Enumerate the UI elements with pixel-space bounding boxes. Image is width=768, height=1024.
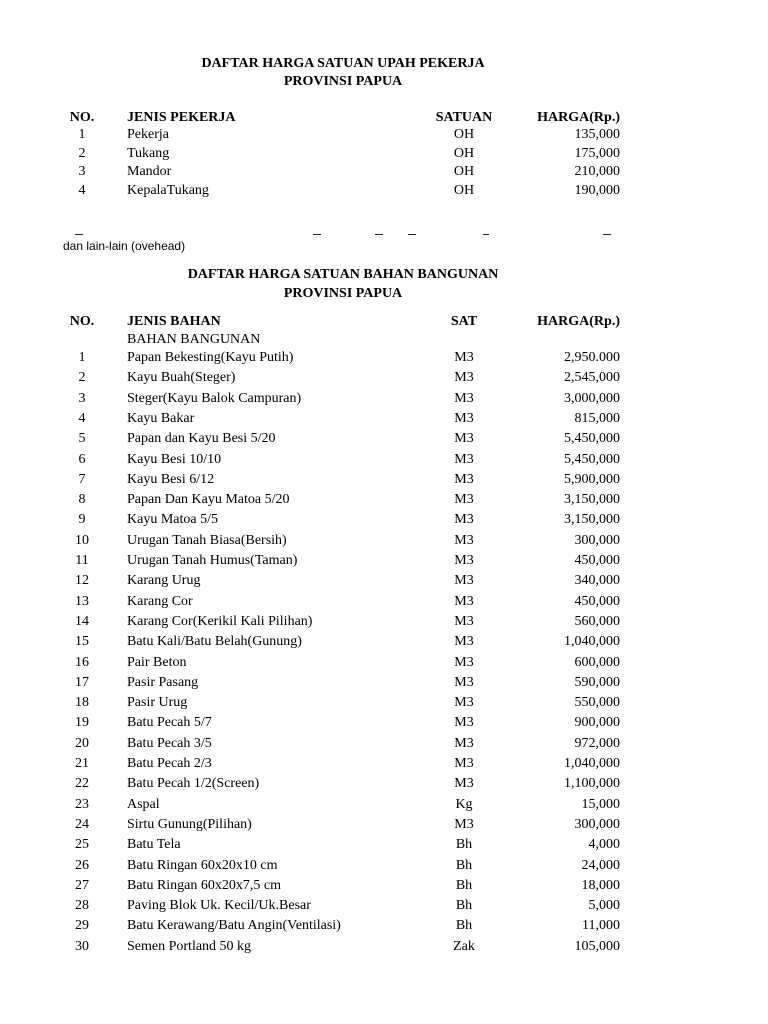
row-number: 28 [75,898,89,913]
row-unit: M3 [454,776,474,791]
row-name: Paving Blok Uk. Kecil/Uk.Besar [127,898,311,913]
col-name-header: JENIS PEKERJA [127,110,236,125]
row-price: 5,900,000 [564,472,620,487]
row-name: Kayu Bakar [127,411,195,426]
row-name: Steger(Kayu Balok Campuran) [127,391,302,406]
row-unit: M3 [454,756,474,771]
labor-subtitle: PROVINSI PAPUA [283,74,403,89]
row-number: 5 [78,431,86,446]
row-number: 2 [78,146,86,161]
table-row [0,654,768,672]
row-number: 14 [75,614,89,629]
col-no-header: NO. [69,110,95,125]
row-name: Karang Cor(Kerikil Kali Pilihan) [127,614,313,629]
materials-title: DAFTAR HARGA SATUAN BAHAN BANGUNAN [187,267,499,282]
row-number: 3 [78,391,86,406]
row-unit: M3 [454,391,474,406]
row-name: Mandor [127,164,172,179]
table-row [0,836,768,854]
row-price: 105,000 [574,939,620,954]
row-price: 340,000 [574,573,620,588]
row-number: 24 [75,817,89,832]
table-row [0,674,768,692]
row-price: 5,000 [588,898,620,913]
row-unit: M3 [454,655,474,670]
row-name: Tukang [127,146,170,161]
row-unit: M3 [454,614,474,629]
table-row [0,613,768,631]
row-name: Batu Pecah 3/5 [127,736,212,751]
row-price: 1,040,000 [564,756,620,771]
row-name: Batu Pecah 2/3 [127,756,212,771]
table-row [0,755,768,773]
row-price: 5,450,000 [564,431,620,446]
row-number: 4 [78,411,86,426]
row-price: 175,000 [574,146,620,161]
row-price: 1,100,000 [564,776,620,791]
row-number: 30 [75,939,89,954]
row-price: 135,000 [574,127,620,142]
col-unit-header: SATUAN [435,110,493,125]
row-unit: OH [453,164,475,179]
row-name: Urugan Tanah Humus(Taman) [127,553,298,568]
table-row [0,714,768,732]
row-unit: M3 [454,736,474,751]
table-row [0,796,768,814]
table-row [0,917,768,935]
row-number: 27 [75,878,89,893]
row-unit: Bh [455,858,473,873]
row-number: 11 [75,553,89,568]
category-row [0,331,768,349]
row-price: 3,150,000 [564,492,620,507]
row-number: 16 [75,655,89,670]
row-name: Pekerja [127,127,169,142]
row-price: 190,000 [574,183,620,198]
row-number: 26 [75,858,89,873]
row-name: Kayu Besi 10/10 [127,452,222,467]
row-price: 18,000 [581,878,620,893]
row-name: Karang Urug [127,573,201,588]
row-price: 3,150,000 [564,512,620,527]
row-price: 815,000 [574,411,620,426]
row-unit: Kg [455,797,473,812]
row-number: 2 [78,370,86,385]
row-price: 900,000 [574,715,620,730]
row-price: 550,000 [574,695,620,710]
row-unit: M3 [454,695,474,710]
row-number: 6 [78,452,86,467]
row-unit: OH [453,183,475,198]
row-number: 8 [78,492,86,507]
table-row [0,857,768,875]
table-row [0,451,768,469]
row-unit: Bh [455,878,473,893]
table-row [0,349,768,367]
table-row [0,532,768,550]
row-number: 21 [75,756,89,771]
row-unit: M3 [454,573,474,588]
row-number: 23 [75,797,89,812]
row-price: 2,545,000 [564,370,620,385]
table-row [0,163,768,181]
table-row [0,126,768,144]
row-name: KepalaTukang [127,183,209,198]
row-unit: OH [453,146,475,161]
row-price: 300,000 [574,533,620,548]
row-number: 13 [75,594,89,609]
row-price: 210,000 [574,164,620,179]
row-name: Papan Dan Kayu Matoa 5/20 [127,492,290,507]
row-price: 972,000 [574,736,620,751]
row-name: Papan Bekesting(Kayu Putih) [127,350,294,365]
row-price: 300,000 [574,817,620,832]
row-number: 1 [78,350,86,365]
row-name: Sirtu Gunung(Pilihan) [127,817,252,832]
row-name: Kayu Buah(Steger) [127,370,236,385]
row-name: Papan dan Kayu Besi 5/20 [127,431,276,446]
row-name: Pasir Pasang [127,675,199,690]
row-price: 1,040,000 [564,634,620,649]
row-name: Pair Beton [127,655,187,670]
table-row [0,593,768,611]
table-row [0,897,768,915]
table-row [0,775,768,793]
row-unit: Bh [455,837,473,852]
row-price: 4,000 [588,837,620,852]
col-name-header: JENIS BAHAN [127,314,221,329]
table-row [0,511,768,529]
table-row [0,572,768,590]
materials-subtitle: PROVINSI PAPUA [283,286,403,301]
col-no-header: NO. [69,314,95,329]
row-number: 29 [75,918,89,933]
row-name: Kayu Besi 6/12 [127,472,215,487]
col-price-header: HARGA(Rp.) [537,110,620,125]
row-price: 2,950.000 [564,350,620,365]
table-row [0,491,768,509]
row-name: Kayu Matoa 5/5 [127,512,218,527]
row-unit: M3 [454,370,474,385]
row-name: Semen Portland 50 kg [127,939,252,954]
row-unit: M3 [454,411,474,426]
category-label: BAHAN BANGUNAN [127,332,261,347]
row-price: 450,000 [574,594,620,609]
row-number: 3 [78,164,86,179]
table-row [0,877,768,895]
table-row [0,430,768,448]
row-name: Batu Pecah 1/2(Screen) [127,776,260,791]
row-name: Batu Kerawang/Batu Angin(Ventilasi) [127,918,341,933]
table-row [0,552,768,570]
row-price: 11,000 [582,918,620,933]
row-unit: M3 [454,675,474,690]
table-row [0,694,768,712]
row-name: Karang Cor [127,594,193,609]
row-unit: M3 [454,492,474,507]
row-number: 10 [75,533,89,548]
row-name: Batu Tela [127,837,181,852]
row-unit: M3 [454,533,474,548]
row-price: 24,000 [581,858,620,873]
row-unit: M3 [454,594,474,609]
overhead-note: dan lain-lain (ovehead) [63,239,186,253]
table-row [0,410,768,428]
row-number: 19 [75,715,89,730]
table-row [0,471,768,489]
row-unit: M3 [454,512,474,527]
row-unit: OH [453,127,475,142]
table-row [0,633,768,651]
row-number: 20 [75,736,89,751]
row-name: Aspal [127,797,160,812]
row-unit: M3 [454,350,474,365]
row-number: 25 [75,837,89,852]
row-name: Batu Pecah 5/7 [127,715,212,730]
row-number: 12 [75,573,89,588]
cropped-text-line [63,231,623,237]
table-row [0,182,768,200]
table-row [0,938,768,956]
table-row [0,369,768,387]
row-number: 22 [75,776,89,791]
row-unit: Bh [455,898,473,913]
row-unit: M3 [454,553,474,568]
row-number: 1 [78,127,86,142]
row-name: Urugan Tanah Biasa(Bersih) [127,533,287,548]
table-row [0,145,768,163]
row-unit: M3 [454,472,474,487]
materials-table-header [0,313,768,331]
row-price: 5,450,000 [564,452,620,467]
table-row [0,390,768,408]
row-number: 17 [75,675,89,690]
row-number: 18 [75,695,89,710]
row-price: 15,000 [581,797,620,812]
row-unit: M3 [454,817,474,832]
row-unit: Zak [453,939,475,954]
row-number: 9 [78,512,86,527]
row-name: Batu Kali/Batu Belah(Gunung) [127,634,302,649]
row-price: 3,000,000 [564,391,620,406]
row-number: 4 [78,183,86,198]
row-name: Pasir Urug [127,695,188,710]
row-unit: M3 [454,634,474,649]
row-price: 450,000 [574,553,620,568]
row-unit: M3 [454,452,474,467]
row-price: 590,000 [574,675,620,690]
table-row [0,816,768,834]
col-price-header: HARGA(Rp.) [537,314,620,329]
row-price: 560,000 [574,614,620,629]
col-unit-header: SAT [450,314,478,329]
row-unit: M3 [454,715,474,730]
labor-table-header [0,109,768,127]
row-unit: M3 [454,431,474,446]
labor-title: DAFTAR HARGA SATUAN UPAH PEKERJA [201,56,485,71]
table-row [0,735,768,753]
row-number: 7 [78,472,86,487]
row-unit: Bh [455,918,473,933]
row-price: 600,000 [574,655,620,670]
row-name: Batu Ringan 60x20x10 cm [127,858,278,873]
row-name: Batu Ringan 60x20x7,5 cm [127,878,281,893]
row-number: 15 [75,634,89,649]
